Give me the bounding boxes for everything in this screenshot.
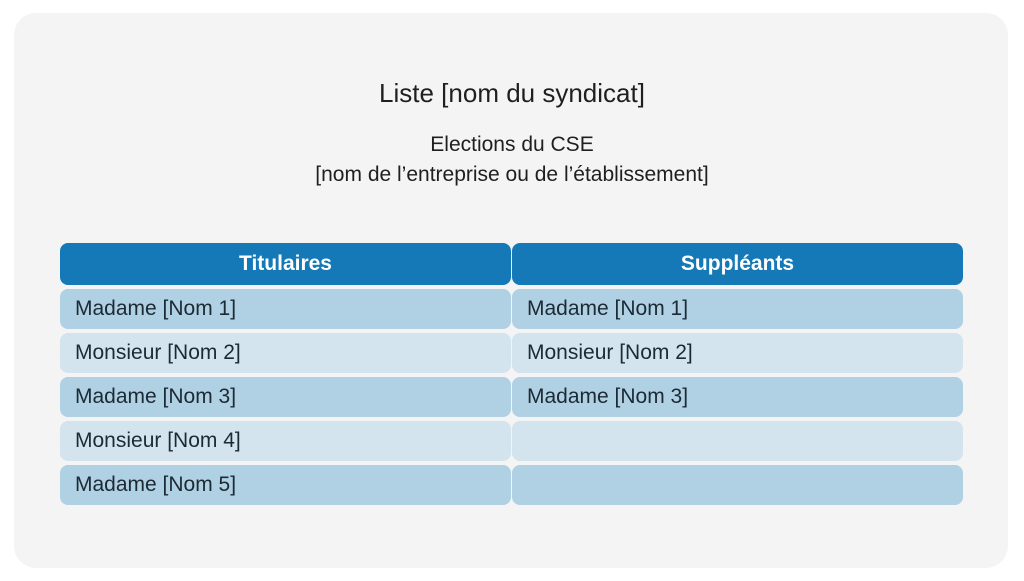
suppleant-row-4 <box>512 421 963 461</box>
titulaire-row-3: Madame [Nom 3] <box>60 377 511 417</box>
suppleant-row-3: Madame [Nom 3] <box>512 377 963 417</box>
suppleants-header: Suppléants <box>512 243 963 285</box>
titulaire-row-5: Madame [Nom 5] <box>60 465 511 505</box>
suppleant-row-2: Monsieur [Nom 2] <box>512 333 963 373</box>
titulaire-row-2: Monsieur [Nom 2] <box>60 333 511 373</box>
suppleant-row-5 <box>512 465 963 505</box>
titulaire-row-1: Madame [Nom 1] <box>60 289 511 329</box>
suppleants-column <box>512 243 963 505</box>
titulaire-row-4: Monsieur [Nom 4] <box>60 421 511 461</box>
titulaires-header: Titulaires <box>60 243 511 285</box>
titulaires-column <box>60 243 511 505</box>
election-subtitle: Elections du CSE <box>430 133 594 156</box>
company-subtitle: [nom de l’entreprise ou de l’établissement] <box>315 163 709 186</box>
suppleant-row-1: Madame [Nom 1] <box>512 289 963 329</box>
list-title: Liste [nom du syndicat] <box>379 78 645 108</box>
